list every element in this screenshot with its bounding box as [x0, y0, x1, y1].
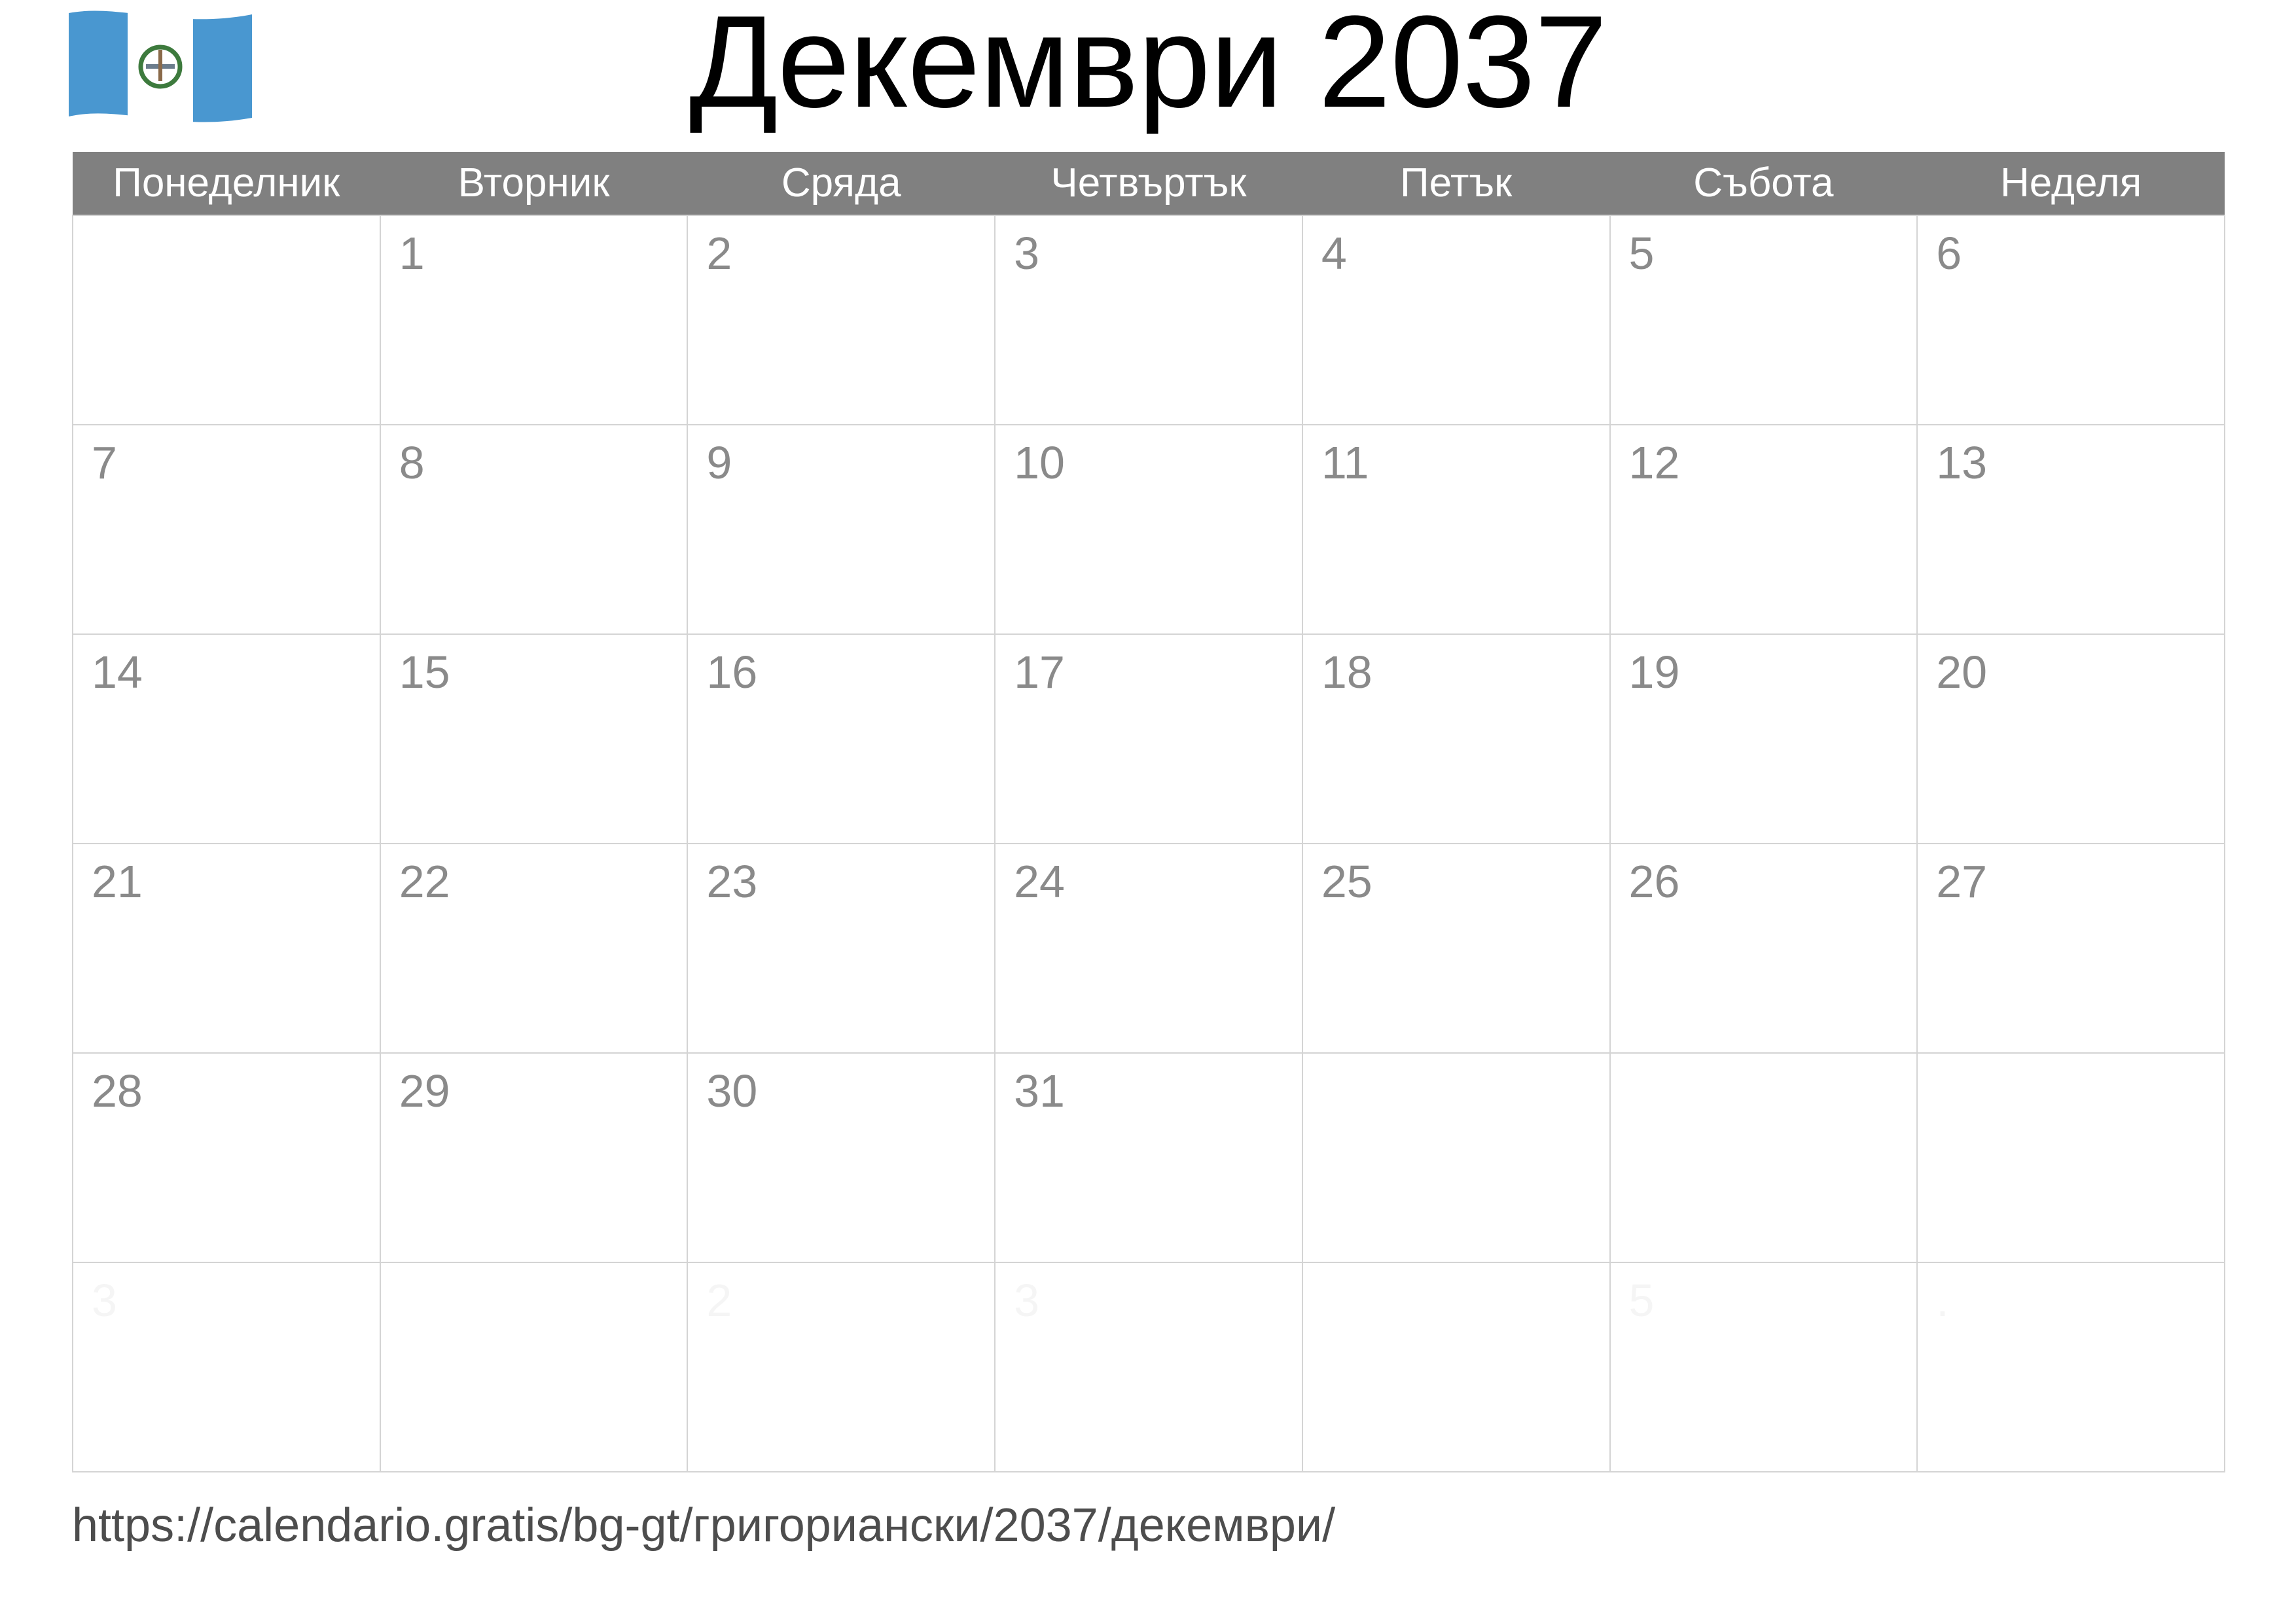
- day-number: 22: [399, 856, 450, 907]
- day-number: 24: [1014, 856, 1065, 907]
- day-number: [1611, 1054, 1917, 1068]
- day-number: 5: [1628, 1275, 1655, 1326]
- day-number: 11: [1321, 437, 1369, 488]
- calendar-day-cell[interactable]: [1917, 1262, 2225, 1472]
- day-number: 29: [399, 1065, 450, 1116]
- day-number: 17: [1014, 647, 1065, 698]
- day-number: 31: [1014, 1065, 1065, 1116]
- day-number: 8: [399, 437, 425, 488]
- calendar-day-cell[interactable]: [687, 1053, 995, 1262]
- day-number: 2: [706, 1275, 732, 1326]
- calendar-day-cell[interactable]: [1917, 215, 2225, 425]
- calendar-day-cell[interactable]: [1917, 634, 2225, 844]
- calendar-day-cell[interactable]: [1610, 844, 1918, 1053]
- source-url[interactable]: https://calendario.gratis/bg-gt/григориански/2037/декември/: [72, 1499, 1336, 1552]
- day-number: 4: [1321, 228, 1347, 279]
- calendar-day-cell[interactable]: [73, 425, 380, 634]
- calendar-day-cell[interactable]: [73, 1262, 380, 1472]
- calendar-day-cell[interactable]: [380, 634, 688, 844]
- calendar-day-cell[interactable]: [1302, 844, 1610, 1053]
- day-number: 2: [706, 228, 732, 279]
- weekday-header-row: [73, 152, 2225, 215]
- calendar-week-row: [73, 425, 2225, 634]
- day-number: 10: [1014, 437, 1065, 488]
- calendar-day-cell[interactable]: [1917, 844, 2225, 1053]
- calendar-day-cell[interactable]: [1610, 634, 1918, 844]
- day-number: 25: [1321, 856, 1372, 907]
- calendar-day-cell[interactable]: [687, 425, 995, 634]
- calendar-day-cell[interactable]: [1610, 215, 1918, 425]
- day-number: 26: [1628, 856, 1680, 907]
- calendar-week-row: [73, 1053, 2225, 1262]
- day-number: 3: [92, 1275, 117, 1326]
- day-number: 14: [92, 647, 143, 698]
- day-number: 3: [1014, 1275, 1040, 1326]
- day-number: 16: [706, 647, 758, 698]
- calendar-day-cell[interactable]: [995, 425, 1302, 634]
- calendar-day-cell[interactable]: [1302, 634, 1610, 844]
- day-number: 28: [92, 1065, 143, 1116]
- calendar-day-cell[interactable]: [995, 844, 1302, 1053]
- weekday-header-thursday: Четвъртък: [995, 152, 1302, 215]
- day-number: 19: [1628, 647, 1680, 698]
- weekday-header-saturday: Събота: [1610, 152, 1918, 215]
- day-number: 27: [1936, 856, 1988, 907]
- calendar-day-cell[interactable]: [73, 215, 380, 425]
- day-number: 13: [1936, 437, 1988, 488]
- day-number: 3: [1014, 228, 1040, 279]
- calendar-day-cell[interactable]: [995, 1053, 1302, 1262]
- page-header: [0, 0, 2296, 147]
- calendar-day-cell[interactable]: [687, 1262, 995, 1472]
- calendar-week-row: [73, 634, 2225, 844]
- calendar-table: [72, 152, 2225, 1472]
- calendar-day-cell[interactable]: [73, 1053, 380, 1262]
- calendar-week-row: [73, 844, 2225, 1053]
- day-number: 7: [92, 437, 117, 488]
- day-number: 30: [706, 1065, 758, 1116]
- calendar-day-cell[interactable]: [687, 634, 995, 844]
- calendar-day-cell[interactable]: [1610, 1262, 1918, 1472]
- calendar-day-cell[interactable]: [1610, 425, 1918, 634]
- calendar-day-cell[interactable]: [1917, 1053, 2225, 1262]
- calendar-day-cell[interactable]: [995, 1262, 1302, 1472]
- calendar-day-cell[interactable]: [995, 215, 1302, 425]
- day-number: 20: [1936, 647, 1988, 698]
- calendar-day-cell[interactable]: [380, 1262, 688, 1472]
- calendar-day-cell[interactable]: [1302, 1262, 1610, 1472]
- calendar-week-row: [73, 215, 2225, 425]
- day-number: .: [1936, 1275, 1949, 1326]
- calendar-day-cell[interactable]: [380, 215, 688, 425]
- weekday-header-wednesday: Сряда: [687, 152, 995, 215]
- day-number: 6: [1936, 228, 1962, 279]
- day-number: [1918, 1054, 2224, 1068]
- calendar-day-cell[interactable]: [73, 844, 380, 1053]
- day-number: 9: [706, 437, 732, 488]
- day-number: 21: [92, 856, 143, 907]
- day-number: [73, 216, 380, 230]
- calendar-day-cell[interactable]: [1610, 1053, 1918, 1262]
- day-number: [1303, 1054, 1609, 1068]
- calendar-grid: [72, 152, 2225, 1472]
- calendar-day-cell[interactable]: [687, 844, 995, 1053]
- weekday-header-monday: Понеделник: [73, 152, 380, 215]
- day-number: 5: [1628, 228, 1655, 279]
- day-number: 18: [1321, 647, 1372, 698]
- calendar-day-cell[interactable]: [687, 215, 995, 425]
- day-number: [381, 1263, 687, 1277]
- calendar-day-cell[interactable]: [1302, 215, 1610, 425]
- calendar-day-cell[interactable]: [380, 425, 688, 634]
- weekday-header-sunday: Неделя: [1917, 152, 2225, 215]
- calendar-day-cell[interactable]: [1302, 425, 1610, 634]
- day-number: 15: [399, 647, 450, 698]
- day-number: 23: [706, 856, 758, 907]
- page-title: Декември 2037: [689, 0, 1607, 135]
- day-number: 12: [1628, 437, 1680, 488]
- calendar-day-cell[interactable]: [380, 1053, 688, 1262]
- calendar-day-cell[interactable]: [73, 634, 380, 844]
- calendar-day-cell[interactable]: [1917, 425, 2225, 634]
- calendar-day-cell[interactable]: [1302, 1053, 1610, 1262]
- calendar-week-row-overflow: [73, 1262, 2225, 1472]
- weekday-header-friday: Петък: [1302, 152, 1610, 215]
- day-number: 1: [399, 228, 425, 279]
- calendar-day-cell[interactable]: [995, 634, 1302, 844]
- weekday-header-tuesday: Вторник: [380, 152, 688, 215]
- calendar-day-cell[interactable]: [380, 844, 688, 1053]
- day-number: [1303, 1263, 1609, 1277]
